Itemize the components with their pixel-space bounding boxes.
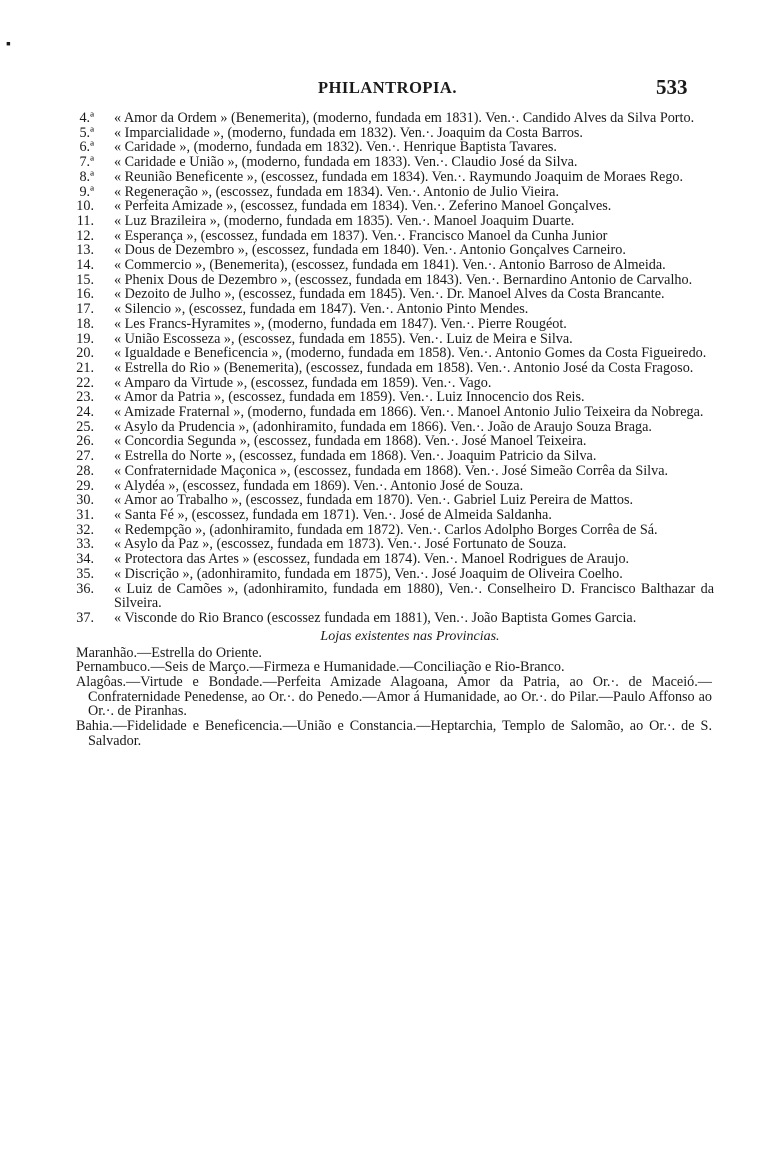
lodge-description: « Alydéa », (escossez, fundada em 1869). Ven.·. Antonio José de Souza. <box>114 477 524 494</box>
lodge-number: 11. <box>76 212 94 229</box>
lodge-entry <box>66 420 714 435</box>
lodge-description: « Commercio », (Benemerita), (escossez, fundada em 1841). Ven.·. Antonio Barroso de Almeida. <box>114 257 666 274</box>
lodge-number: 36. <box>76 580 94 597</box>
page-header <box>0 75 778 102</box>
lodge-number: 20. <box>76 345 94 362</box>
lodge-number: 13. <box>76 242 94 259</box>
lodge-description: « Visconde do Rio Branco (escossez fundada em 1881), Ven.·. João Baptista Gomes Garcia. <box>114 609 637 626</box>
lodge-number: 28. <box>76 462 94 479</box>
lodge-number: 15. <box>76 271 94 288</box>
lodge-entry <box>66 611 714 626</box>
lodge-description: « União Escosseza », (escossez, fundada em 1855). Ven.·. Luiz de Meira e Silva. <box>114 330 573 347</box>
lodge-entry <box>66 493 714 508</box>
lodge-number: 21. <box>76 359 94 376</box>
lodge-entry <box>66 434 714 449</box>
lodge-description: « Caridade e União », (moderno, fundada em 1833). Ven.·. Claudio José da Silva. <box>114 154 578 171</box>
province-entry: Pernambuco.—Seis de Março.—Firmeza e Humanidade.—Conciliação e Rio-Branco. <box>76 659 565 676</box>
lodge-number: 25. <box>76 418 94 435</box>
lodge-description: « Regeneração », (escossez, fundada em 1834). Ven.·. Antonio de Julio Vieira. <box>114 183 560 200</box>
lodge-number: 23. <box>76 389 94 406</box>
lodge-entry <box>66 552 714 567</box>
lodge-number: 17. <box>76 301 94 318</box>
lodge-entry <box>66 449 714 464</box>
lodge-entry <box>66 346 714 361</box>
lodge-number: 24. <box>76 404 94 421</box>
lodge-description: « Asylo da Paz », (escossez, fundada em 1873). Ven.·. José Fortunato de Souza. <box>114 536 567 553</box>
lodge-description: « Perfeita Amizade », (escossez, fundada em 1834). Ven.·. Zeferino Manoel Gonçalves. <box>114 198 612 215</box>
lodge-entry <box>66 302 714 317</box>
lodge-description: « Amor ao Trabalho », (escossez, fundada em 1870). Ven.·. Gabriel Luiz Pereira de Mattos. <box>114 492 634 509</box>
lodge-description: « Silencio », (escossez, fundada em 1847). Ven.·. Antonio Pinto Mendes. <box>114 301 529 318</box>
lodge-description: « Redempção », (adonhiramito, fundada em 1872). Ven.·. Carlos Adolpho Borges Corrêa de Sá. <box>114 521 658 538</box>
lodge-description: « Amparo da Virtude », (escossez, fundada em 1859). Ven.·. Vago. <box>114 374 492 391</box>
lodge-number: 9.ª <box>79 183 94 200</box>
lodge-description: « Amor da Patria », (escossez, fundada em 1859). Ven.·. Luiz Innocencio dos Reis. <box>114 389 585 406</box>
lodge-number: 29. <box>76 477 94 494</box>
lodge-entry <box>66 273 714 288</box>
lodge-number: 5.ª <box>79 124 94 141</box>
lodge-description: « Esperança », (escossez, fundada em 1837). Ven.·. Francisco Manoel da Cunha Junior <box>114 227 608 244</box>
lodge-entry <box>66 479 714 494</box>
province-entry: Alagôas.—Virtude e Bondade.—Perfeita Amizade Alagoana, Amor da Patria, ao Or.·. de Maceió.—Confraternidade Penedense, ao Or.·. do Penedo.—Amor á Humanidade, ao Or.·. do Pilar.—Paulo Affonso ao Or.·. de Piranhas. <box>76 674 712 720</box>
lodge-entry <box>66 243 714 258</box>
lodge-number: 4.ª <box>79 110 94 126</box>
lodge-entry <box>66 405 714 420</box>
lodge-number: 16. <box>76 286 94 303</box>
ink-speck: ▪ <box>6 37 11 52</box>
lodge-number: 7.ª <box>79 154 94 171</box>
lodge-entry <box>66 464 714 479</box>
lodge-entry <box>66 523 714 538</box>
lodge-number: 18. <box>76 315 94 332</box>
lodge-number: 6.ª <box>79 139 94 156</box>
running-title: PHILANTROPIA. <box>318 78 457 97</box>
lodge-entry <box>66 317 714 332</box>
lodge-description: « Caridade », (moderno, fundada em 1832). Ven.·. Henrique Baptista Tavares. <box>114 139 557 156</box>
lodge-number: 32. <box>76 521 94 538</box>
lodge-description: « Estrella do Norte », (escossez, fundada em 1868). Ven.·. Joaquim Patricio da Silva. <box>114 448 597 465</box>
lodge-description: « Luiz de Camões », (adonhiramito, fundada em 1880), Ven.·. Conselheiro D. Francisco Balthazar da Silveira. <box>114 580 714 612</box>
page-number: 533 <box>656 75 688 99</box>
province-entry: Bahia.—Fidelidade e Beneficencia.—União e Constancia.—Heptarchia, Templo de Salomão, ao Or.·. de S. Salvador. <box>76 718 712 749</box>
lodge-entry <box>66 332 714 347</box>
lodge-entry <box>66 376 714 391</box>
lodge-description: « Amor da Ordem » (Benemerita), (moderno, fundada em 1831). Ven.·. Candido Alves da Silva Porto. <box>114 110 695 126</box>
lodge-entry <box>66 214 714 229</box>
provinces-list <box>66 646 714 749</box>
lodge-number: 37. <box>76 609 94 626</box>
lodge-entry <box>66 185 714 200</box>
lodge-description: « Amizade Fraternal », (moderno, fundada em 1866). Ven.·. Manoel Antonio Julio Teixeira da Nobrega. <box>114 404 704 421</box>
lodge-number: 27. <box>76 448 94 465</box>
lodge-number: 30. <box>76 492 94 509</box>
lodge-entry <box>66 258 714 273</box>
lodge-entry <box>66 508 714 523</box>
lodge-entry <box>66 199 714 214</box>
lodge-list <box>66 111 714 749</box>
lodge-description: « Santa Fé », (escossez, fundada em 1871). Ven.·. José de Almeida Saldanha. <box>114 506 552 523</box>
lodge-number: 8.ª <box>79 168 94 185</box>
lodge-description: « Estrella do Rio » (Benemerita), (escossez, fundada em 1858). Ven.·. Antonio José da Costa Fragoso. <box>114 359 694 376</box>
lodge-description: « Luz Brazileira », (moderno, fundada em 1835). Ven.·. Manoel Joaquim Duarte. <box>114 212 575 229</box>
lodge-description: « Les Francs-Hyramites », (moderno, fundada em 1847). Ven.·. Pierre Rougéot. <box>114 315 567 332</box>
lodge-number: 35. <box>76 565 94 582</box>
lodge-entry <box>66 361 714 376</box>
lodge-entry <box>66 111 714 126</box>
lodge-number: 34. <box>76 551 94 568</box>
lodge-entry <box>66 390 714 405</box>
lodge-description: « Asylo da Prudencia », (adonhiramito, fundada em 1866). Ven.·. João de Araujo Souza Braga. <box>114 418 652 435</box>
lodge-description: « Phenix Dous de Dezembro », (escossez, fundada em 1843). Ven.·. Bernardino Antonio de Carvalho. <box>114 271 693 288</box>
lodge-number: 10. <box>76 198 94 215</box>
lodge-description: « Igualdade e Beneficencia », (moderno, fundada em 1858). Ven.·. Antonio Gomes da Costa Figueiredo. <box>114 345 707 362</box>
lodge-entry <box>66 582 714 611</box>
lodge-entry <box>66 537 714 552</box>
lodge-number: 14. <box>76 257 94 274</box>
lodge-number: 31. <box>76 506 94 523</box>
lodge-description: « Protectora das Artes » (escossez, fundada em 1874). Ven.·. Manoel Rodrigues de Araujo. <box>114 551 630 568</box>
lodge-number: 26. <box>76 433 94 450</box>
lodge-description: « Confraternidade Maçonica », (escossez, fundada em 1868). Ven.·. José Simeão Corrêa da Silva. <box>114 462 669 479</box>
lodge-entry <box>66 155 714 170</box>
lodge-description: « Reunião Beneficente », (escossez, fundada em 1834). Ven.·. Raymundo Joaquim de Moraes Rego. <box>114 168 684 185</box>
province-entry: Maranhão.—Estrella do Oriente. <box>76 644 262 661</box>
lodge-entry <box>66 126 714 141</box>
lodge-entry <box>66 229 714 244</box>
lodge-entry <box>66 170 714 185</box>
lodge-description: « Discrição », (adonhiramito, fundada em 1875), Ven.·. José Joaquim de Oliveira Coelho. <box>114 565 623 582</box>
lodge-entry <box>66 140 714 155</box>
lodge-number: 12. <box>76 227 94 244</box>
lodge-number: 19. <box>76 330 94 347</box>
lodge-description: « Concordia Segunda », (escossez, fundada em 1868). Ven.·. José Manoel Teixeira. <box>114 433 587 450</box>
lodge-entry <box>66 567 714 582</box>
lodge-description: « Imparcialidade », (moderno, fundada em 1832). Ven.·. Joaquim da Costa Barros. <box>114 124 583 141</box>
lodge-description: « Dezoito de Julho », (escossez, fundada em 1845). Ven.·. Dr. Manoel Alves da Costa Brancante. <box>114 286 665 303</box>
lodge-entry <box>66 287 714 302</box>
lodge-number: 33. <box>76 536 94 553</box>
lodge-number: 22. <box>76 374 94 391</box>
lodge-description: « Dous de Dezembro », (escossez, fundada em 1840). Ven.·. Antonio Gonçalves Carneiro. <box>114 242 626 259</box>
provinces-section-title: Lojas existentes nas Provincias. <box>320 628 500 644</box>
lodge-entries <box>66 111 714 626</box>
